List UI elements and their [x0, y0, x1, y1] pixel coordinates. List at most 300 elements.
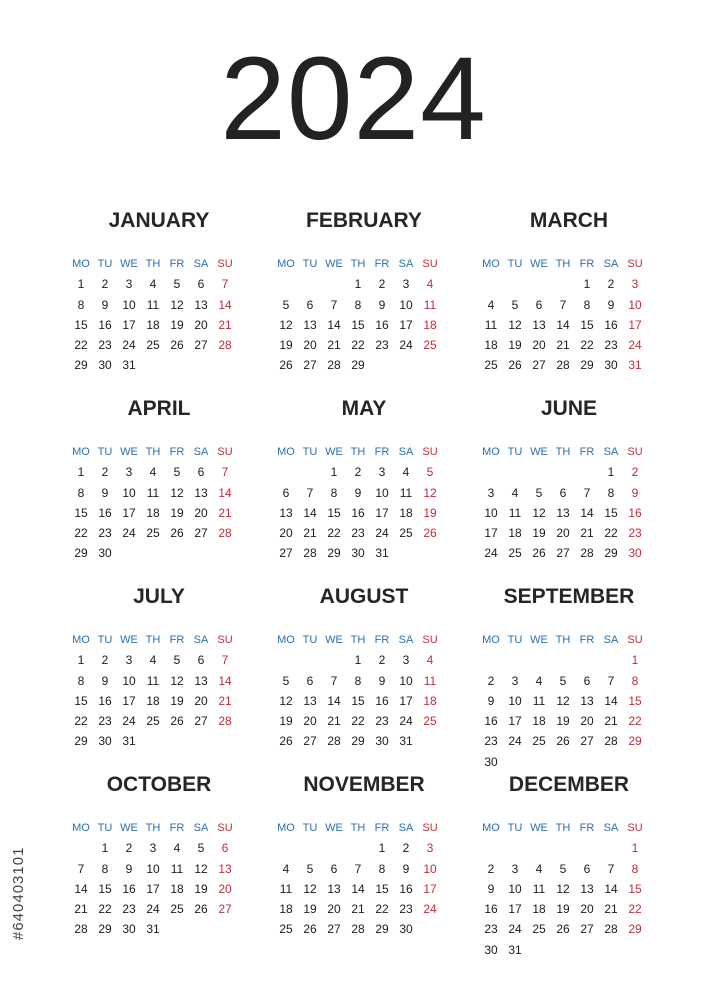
day-cell: 23	[375, 338, 389, 353]
month-days-grid	[69, 442, 249, 564]
day-cell: 15	[74, 317, 88, 332]
day-cell: 14	[580, 505, 594, 520]
day-cell: 2	[378, 653, 386, 668]
day-cell: 4	[149, 653, 157, 668]
weekday-tu: TU	[97, 446, 113, 458]
weekday-tu: TU	[97, 822, 113, 834]
week-row	[479, 543, 659, 563]
day-cell: 19	[170, 693, 184, 708]
day-cell: 7	[607, 861, 615, 876]
week-row	[274, 671, 454, 691]
day-cell: 24	[122, 526, 136, 541]
day-cell: 24	[122, 714, 136, 729]
day-cell: 24	[423, 902, 437, 917]
day-cell: 9	[631, 485, 639, 500]
day-cell: 28	[303, 546, 317, 561]
week-row	[479, 462, 659, 482]
day-cell: 27	[279, 546, 293, 561]
weekday-header-row	[69, 630, 249, 650]
weekday-we: WE	[530, 258, 548, 270]
weekday-mo: MO	[482, 822, 500, 834]
day-cell: 6	[583, 861, 591, 876]
day-cell: 27	[303, 358, 317, 373]
day-cell: 9	[101, 485, 109, 500]
day-cell: 8	[631, 861, 639, 876]
weekday-su: SU	[627, 258, 643, 270]
day-cell: 5	[306, 861, 314, 876]
day-cell: 24	[399, 714, 413, 729]
week-row	[479, 274, 659, 294]
day-cell: 18	[532, 902, 546, 917]
weekday-sa: SA	[193, 822, 209, 834]
day-cell: 20	[218, 881, 232, 896]
day-cell: 15	[351, 693, 365, 708]
day-cell: 25	[423, 338, 437, 353]
day-cell: 3	[125, 465, 133, 480]
day-cell: 4	[149, 465, 157, 480]
day-cell: 31	[122, 358, 136, 373]
day-cell: 19	[170, 505, 184, 520]
day-cell: 8	[101, 861, 109, 876]
weekday-tu: TU	[302, 446, 318, 458]
day-cell: 8	[77, 485, 85, 500]
day-cell: 5	[173, 653, 181, 668]
day-cell: 12	[194, 861, 208, 876]
weekday-sa: SA	[398, 822, 414, 834]
stock-id-label: #640403101	[10, 846, 27, 940]
weekday-mo: MO	[482, 258, 500, 270]
weekday-su: SU	[422, 822, 438, 834]
day-cell: 12	[170, 485, 184, 500]
week-row	[69, 335, 249, 355]
day-cell: 3	[511, 861, 519, 876]
weekday-header-row	[479, 818, 659, 838]
day-cell: 1	[378, 841, 386, 856]
weekday-th: TH	[350, 634, 366, 646]
day-cell: 12	[556, 881, 570, 896]
day-cell: 8	[77, 673, 85, 688]
weekday-th: TH	[555, 446, 571, 458]
day-cell: 19	[556, 902, 570, 917]
day-cell: 28	[351, 922, 365, 937]
day-cell: 18	[279, 902, 293, 917]
day-cell: 14	[604, 693, 618, 708]
weekday-sa: SA	[603, 258, 619, 270]
day-cell: 6	[306, 297, 314, 312]
day-cell: 6	[197, 277, 205, 292]
day-cell: 6	[535, 297, 543, 312]
day-cell: 6	[330, 861, 338, 876]
week-row	[69, 899, 249, 919]
day-cell: 6	[221, 841, 229, 856]
month-name: JULY	[133, 585, 185, 608]
month-days-grid	[479, 442, 659, 564]
day-cell: 10	[423, 861, 437, 876]
day-cell: 21	[218, 505, 232, 520]
weekday-mo: MO	[277, 822, 295, 834]
week-row	[274, 483, 454, 503]
day-cell: 29	[375, 922, 389, 937]
day-cell: 30	[484, 942, 498, 957]
day-cell: 17	[628, 317, 642, 332]
day-cell: 9	[354, 485, 362, 500]
day-cell: 9	[402, 861, 410, 876]
week-row	[479, 671, 659, 691]
day-cell: 12	[279, 317, 293, 332]
week-row	[479, 483, 659, 503]
day-cell: 4	[282, 861, 290, 876]
day-cell: 23	[604, 338, 618, 353]
weekday-fr: FR	[169, 258, 185, 270]
week-row	[479, 879, 659, 899]
day-cell: 13	[580, 693, 594, 708]
day-cell: 16	[98, 317, 112, 332]
day-cell: 28	[218, 714, 232, 729]
day-cell: 25	[532, 734, 546, 749]
day-cell: 14	[556, 317, 570, 332]
day-cell: 21	[580, 526, 594, 541]
weekday-mo: MO	[72, 822, 90, 834]
day-cell: 31	[146, 922, 160, 937]
day-cell: 11	[484, 317, 498, 332]
week-row	[479, 335, 659, 355]
day-cell: 19	[423, 505, 437, 520]
day-cell: 21	[556, 338, 570, 353]
day-cell: 4	[173, 841, 181, 856]
week-row	[479, 940, 659, 960]
day-cell: 14	[218, 485, 232, 500]
day-cell: 9	[607, 297, 615, 312]
weekday-su: SU	[422, 258, 438, 270]
day-cell: 29	[351, 358, 365, 373]
day-cell: 28	[556, 358, 570, 373]
weekday-fr: FR	[579, 822, 595, 834]
week-row	[274, 543, 454, 563]
day-cell: 27	[194, 526, 208, 541]
day-cell: 21	[604, 902, 618, 917]
day-cell: 22	[604, 526, 618, 541]
week-row	[69, 523, 249, 543]
day-cell: 16	[98, 693, 112, 708]
day-cell: 24	[628, 338, 642, 353]
day-cell: 12	[279, 693, 293, 708]
month-name: APRIL	[127, 397, 191, 420]
weekday-tu: TU	[507, 258, 523, 270]
week-row	[479, 859, 659, 879]
day-cell: 5	[197, 841, 205, 856]
day-cell: 30	[399, 922, 413, 937]
week-row	[69, 731, 249, 751]
day-cell: 4	[535, 861, 543, 876]
weekday-header-row	[274, 442, 454, 462]
day-cell: 1	[607, 465, 615, 480]
day-cell: 19	[194, 881, 208, 896]
day-cell: 23	[375, 714, 389, 729]
day-cell: 10	[508, 693, 522, 708]
day-cell: 3	[402, 277, 410, 292]
weekday-fr: FR	[579, 634, 595, 646]
weekday-header-row	[274, 818, 454, 838]
day-cell: 18	[170, 881, 184, 896]
day-cell: 26	[170, 714, 184, 729]
day-cell: 26	[556, 734, 570, 749]
day-cell: 28	[604, 734, 618, 749]
day-cell: 14	[604, 881, 618, 896]
weekday-fr: FR	[374, 258, 390, 270]
day-cell: 18	[484, 338, 498, 353]
day-cell: 25	[146, 338, 160, 353]
day-cell: 8	[378, 861, 386, 876]
day-cell: 16	[122, 881, 136, 896]
day-cell: 4	[426, 653, 434, 668]
week-row	[479, 355, 659, 375]
month-name: NOVEMBER	[303, 773, 425, 796]
day-cell: 11	[170, 861, 184, 876]
day-cell: 6	[282, 485, 290, 500]
weekday-header-row	[479, 442, 659, 462]
day-cell: 10	[122, 297, 136, 312]
weekday-sa: SA	[603, 634, 619, 646]
day-cell: 13	[194, 297, 208, 312]
day-cell: 27	[327, 922, 341, 937]
day-cell: 15	[327, 505, 341, 520]
day-cell: 20	[580, 902, 594, 917]
day-cell: 25	[423, 714, 437, 729]
weekday-fr: FR	[579, 446, 595, 458]
day-cell: 7	[330, 673, 338, 688]
day-cell: 13	[194, 673, 208, 688]
day-cell: 26	[508, 358, 522, 373]
month-name: FEBRUARY	[306, 209, 422, 232]
day-cell: 29	[628, 734, 642, 749]
day-cell: 9	[101, 297, 109, 312]
weekday-tu: TU	[97, 258, 113, 270]
day-cell: 5	[559, 673, 567, 688]
day-cell: 1	[631, 653, 639, 668]
day-cell: 2	[487, 861, 495, 876]
day-cell: 11	[146, 485, 160, 500]
weekday-th: TH	[555, 258, 571, 270]
day-cell: 16	[484, 902, 498, 917]
day-cell: 20	[303, 338, 317, 353]
day-cell: 30	[98, 358, 112, 373]
day-cell: 23	[399, 902, 413, 917]
day-cell: 23	[122, 902, 136, 917]
day-cell: 21	[74, 902, 88, 917]
day-cell: 15	[74, 693, 88, 708]
week-row	[69, 879, 249, 899]
day-cell: 13	[279, 505, 293, 520]
month-days-grid	[479, 630, 659, 772]
weekday-mo: MO	[482, 634, 500, 646]
day-cell: 15	[74, 505, 88, 520]
day-cell: 26	[170, 526, 184, 541]
day-cell: 22	[375, 902, 389, 917]
week-row	[69, 919, 249, 939]
day-cell: 26	[532, 546, 546, 561]
day-cell: 22	[580, 338, 594, 353]
weekday-su: SU	[217, 258, 233, 270]
week-row	[479, 711, 659, 731]
day-cell: 13	[327, 881, 341, 896]
day-cell: 27	[194, 714, 208, 729]
day-cell: 20	[532, 338, 546, 353]
weekday-header-row	[274, 630, 454, 650]
day-cell: 2	[354, 465, 362, 480]
day-cell: 24	[508, 922, 522, 937]
week-row	[479, 899, 659, 919]
day-cell: 2	[607, 277, 615, 292]
weekday-th: TH	[145, 822, 161, 834]
day-cell: 7	[306, 485, 314, 500]
day-cell: 9	[101, 673, 109, 688]
weekday-tu: TU	[302, 258, 318, 270]
weekday-th: TH	[350, 258, 366, 270]
week-row	[274, 274, 454, 294]
day-cell: 30	[98, 546, 112, 561]
day-cell: 8	[607, 485, 615, 500]
day-cell: 20	[327, 902, 341, 917]
weekday-mo: MO	[277, 634, 295, 646]
day-cell: 15	[628, 693, 642, 708]
day-cell: 19	[532, 526, 546, 541]
day-cell: 22	[351, 714, 365, 729]
day-cell: 17	[375, 505, 389, 520]
day-cell: 7	[330, 297, 338, 312]
month-name: JUNE	[540, 397, 598, 420]
day-cell: 2	[402, 841, 410, 856]
day-cell: 16	[375, 317, 389, 332]
day-cell: 24	[399, 338, 413, 353]
day-cell: 7	[221, 465, 229, 480]
day-cell: 12	[170, 673, 184, 688]
day-cell: 7	[607, 673, 615, 688]
weekday-th: TH	[350, 822, 366, 834]
day-cell: 11	[399, 485, 413, 500]
week-row	[274, 503, 454, 523]
day-cell: 17	[146, 881, 160, 896]
day-cell: 3	[511, 673, 519, 688]
day-cell: 19	[279, 714, 293, 729]
weekday-mo: MO	[72, 446, 90, 458]
day-cell: 15	[604, 505, 618, 520]
day-cell: 4	[149, 277, 157, 292]
weekday-mo: MO	[277, 446, 295, 458]
day-cell: 30	[351, 546, 365, 561]
week-row	[274, 711, 454, 731]
day-cell: 3	[378, 465, 386, 480]
day-cell: 30	[98, 734, 112, 749]
weekday-sa: SA	[193, 258, 209, 270]
day-cell: 30	[628, 546, 642, 561]
day-cell: 18	[146, 505, 160, 520]
week-row	[274, 731, 454, 751]
weekday-tu: TU	[507, 634, 523, 646]
weekday-we: WE	[530, 634, 548, 646]
week-row	[274, 859, 454, 879]
day-cell: 20	[303, 714, 317, 729]
day-cell: 16	[604, 317, 618, 332]
year-title: 2024	[220, 33, 487, 165]
weekday-su: SU	[422, 446, 438, 458]
week-row	[69, 503, 249, 523]
day-cell: 5	[173, 465, 181, 480]
day-cell: 2	[378, 277, 386, 292]
day-cell: 6	[306, 673, 314, 688]
day-cell: 27	[303, 734, 317, 749]
day-cell: 14	[327, 693, 341, 708]
day-cell: 6	[197, 465, 205, 480]
day-cell: 7	[583, 485, 591, 500]
weekday-header-row	[69, 442, 249, 462]
week-row	[69, 859, 249, 879]
day-cell: 2	[487, 673, 495, 688]
day-cell: 17	[508, 902, 522, 917]
day-cell: 19	[279, 338, 293, 353]
month-name: AUGUST	[319, 585, 409, 608]
day-cell: 24	[375, 526, 389, 541]
day-cell: 17	[423, 881, 437, 896]
day-cell: 15	[351, 317, 365, 332]
day-cell: 3	[402, 653, 410, 668]
day-cell: 25	[484, 358, 498, 373]
day-cell: 25	[170, 902, 184, 917]
day-cell: 23	[98, 338, 112, 353]
day-cell: 16	[484, 714, 498, 729]
day-cell: 28	[74, 922, 88, 937]
day-cell: 14	[327, 317, 341, 332]
day-cell: 29	[74, 546, 88, 561]
day-cell: 25	[532, 922, 546, 937]
day-cell: 19	[303, 902, 317, 917]
day-cell: 10	[122, 673, 136, 688]
day-cell: 3	[149, 841, 157, 856]
day-cell: 13	[218, 861, 232, 876]
day-cell: 10	[122, 485, 136, 500]
day-cell: 3	[125, 277, 133, 292]
month-days-grid	[274, 254, 454, 376]
day-cell: 5	[282, 673, 290, 688]
day-cell: 27	[532, 358, 546, 373]
day-cell: 29	[580, 358, 594, 373]
day-cell: 26	[556, 922, 570, 937]
month-name: JANUARY	[108, 209, 210, 232]
weekday-mo: MO	[277, 258, 295, 270]
week-row	[69, 483, 249, 503]
day-cell: 11	[423, 297, 437, 312]
weekday-th: TH	[145, 446, 161, 458]
week-row	[274, 523, 454, 543]
day-cell: 24	[146, 902, 160, 917]
week-row	[479, 838, 659, 858]
day-cell: 13	[303, 693, 317, 708]
weekday-fr: FR	[169, 822, 185, 834]
day-cell: 7	[559, 297, 567, 312]
weekday-sa: SA	[193, 446, 209, 458]
day-cell: 14	[74, 881, 88, 896]
day-cell: 10	[484, 505, 498, 520]
day-cell: 28	[327, 734, 341, 749]
day-cell: 26	[423, 526, 437, 541]
day-cell: 31	[399, 734, 413, 749]
weekday-th: TH	[555, 822, 571, 834]
day-cell: 8	[583, 297, 591, 312]
day-cell: 19	[508, 338, 522, 353]
month-name: DECEMBER	[508, 773, 630, 796]
day-cell: 10	[399, 297, 413, 312]
day-cell: 2	[125, 841, 133, 856]
day-cell: 11	[146, 673, 160, 688]
